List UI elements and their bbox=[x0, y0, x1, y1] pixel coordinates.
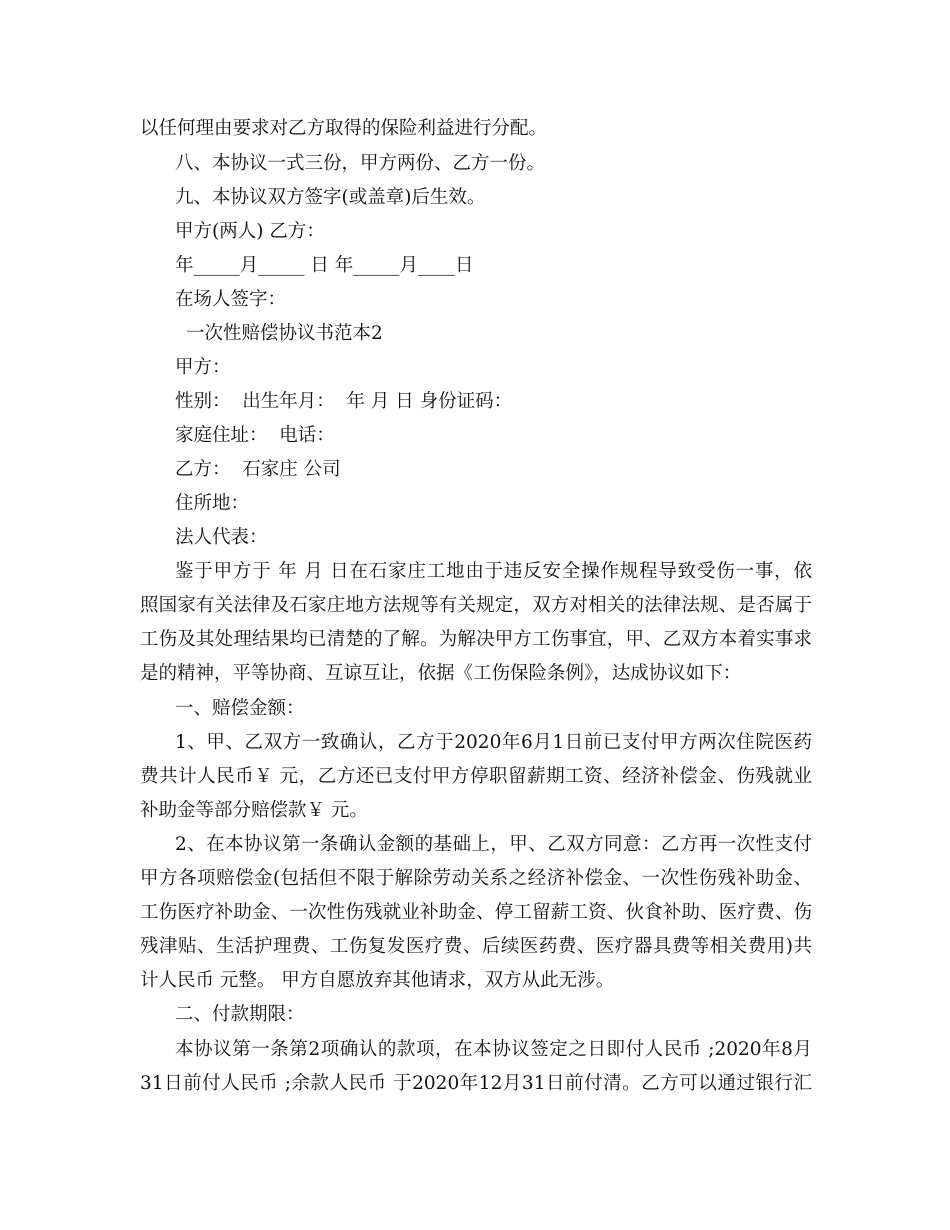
text-line: 计人民币 元整。 甲方自愿放弃其他请求，双方从此无涉。 bbox=[140, 970, 615, 991]
text-line: 甲方各项赔偿金(包括但不限于解除劳动关系之经济补偿金、一次性伤残补助金、 bbox=[140, 868, 812, 889]
text-line: 补助金等部分赔偿款￥ 元。 bbox=[140, 800, 368, 821]
text-line: 是的精神，平等协商、互谅互让，依据《工伤保险条例》，达成协议如下： bbox=[140, 663, 742, 684]
text-line: 鉴于甲方于 年 月 日在石家庄工地由于违反安全操作规程导致受伤一事，依 bbox=[175, 561, 812, 582]
text-line: 年_____月_____ 日 年_____月____日 bbox=[175, 255, 474, 276]
text-line: 1、甲、乙双方一致确认，乙方于2020年6月1日前已支付甲方两次住院医药 bbox=[175, 732, 812, 753]
text-line: 八、本协议一式三份，甲方两份、乙方一份。 bbox=[175, 153, 546, 174]
text-line: 乙方： 石家庄 公司 bbox=[175, 459, 341, 480]
section-heading: 一次性赔偿协议书范本2 bbox=[186, 323, 383, 344]
text-line: 残津贴、生活护理费、工伤复发医疗费、后续医药费、医疗器具费等相关费用)共 bbox=[140, 936, 812, 957]
text-line: 照国家有关法律及石家庄地方法规等有关规定，双方对相关的法律法规、是否属于 bbox=[140, 595, 812, 616]
text-line: 家庭住址： 电话： bbox=[175, 425, 335, 446]
text-line: 甲方： bbox=[175, 357, 231, 378]
text-line: 二、付款期限： bbox=[175, 1004, 305, 1025]
text-line: 性别： 出生年月： 年 月 日 身份证码： bbox=[175, 391, 513, 412]
text-line: 本协议第一条第2项确认的款项，在本协议签定之日即付人民币 ;2020年8月 bbox=[175, 1039, 812, 1060]
text-line: 住所地： bbox=[175, 493, 250, 514]
text-line: 一、赔偿金额： bbox=[175, 698, 305, 719]
text-line: 以任何理由要求对乙方取得的保险利益进行分配。 bbox=[140, 118, 548, 139]
text-line: 法人代表： bbox=[175, 527, 268, 548]
text-line: 工伤及其处理结果均已清楚的了解。为解决甲方工伤事宜，甲、乙双方本着实事求 bbox=[140, 629, 812, 650]
text-line: 费共计人民币￥ 元，乙方还已支付甲方停职留薪期工资、经济补偿金、伤残就业 bbox=[140, 766, 812, 787]
text-line: 九、本协议双方签字(或盖章)后生效。 bbox=[175, 187, 486, 208]
text-line: 甲方(两人) 乙方： bbox=[175, 221, 325, 242]
text-line: 31日前付人民币 ;余款人民币 于2020年12月31日前付清。乙方可以通过银行汇 bbox=[140, 1073, 812, 1094]
text-line: 2、在本协议第一条确认金额的基础上，甲、乙双方同意：乙方再一次性支付 bbox=[175, 834, 812, 855]
text-line: 在场人签字： bbox=[175, 289, 287, 310]
text-line: 工伤医疗补助金、一次性伤残就业补助金、停工留薪工资、伙食补助、医疗费、伤 bbox=[140, 902, 812, 923]
